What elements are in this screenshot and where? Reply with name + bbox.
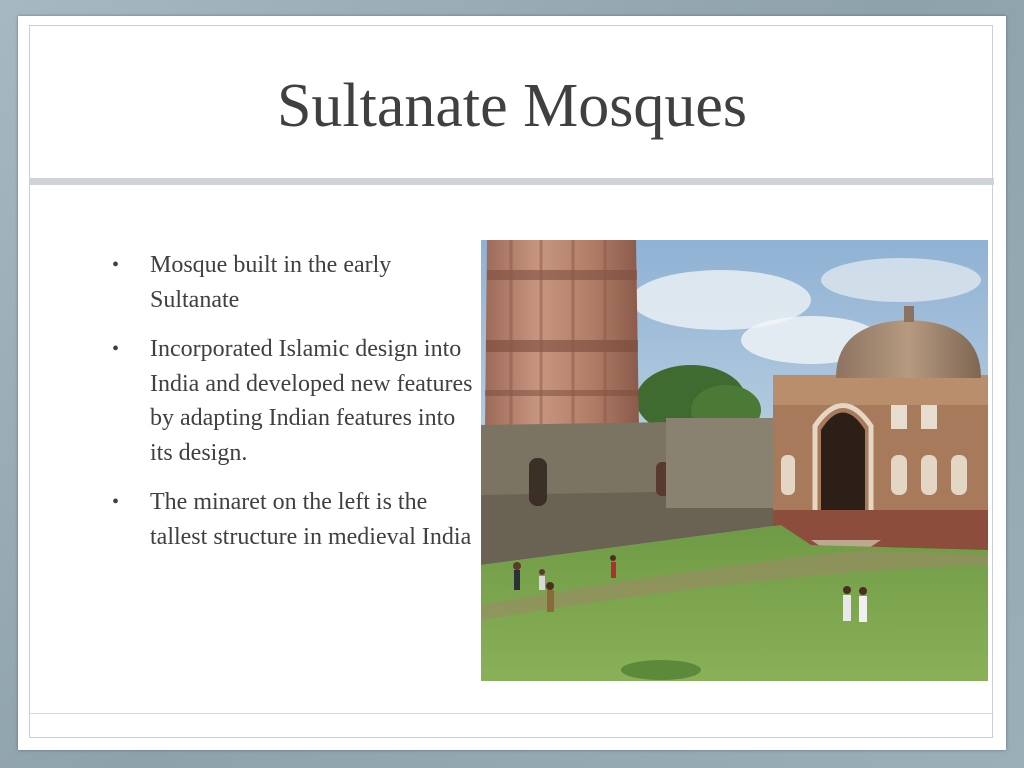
bottom-divider [30, 713, 994, 714]
bullet-list [108, 248, 478, 569]
bullet-text: The minaret on the left is the tallest structure in medieval India [150, 489, 472, 550]
bullet-icon: • [112, 254, 120, 276]
slide-title: Sultanate Mosques [276, 72, 748, 140]
title-divider [30, 178, 994, 185]
slide [18, 16, 1006, 750]
bullet-icon: • [112, 491, 120, 513]
bullet-item [108, 485, 478, 554]
bullet-item [108, 248, 478, 317]
bullet-icon: • [112, 338, 120, 360]
bullet-text: Mosque built in the early Sultanate [150, 252, 392, 313]
bullet-text: Incorporated Islamic design into India and developed new features by adapting Indian features into its design. [150, 336, 473, 466]
bullet-item [108, 332, 478, 470]
qutb-minar-photo [481, 240, 988, 681]
